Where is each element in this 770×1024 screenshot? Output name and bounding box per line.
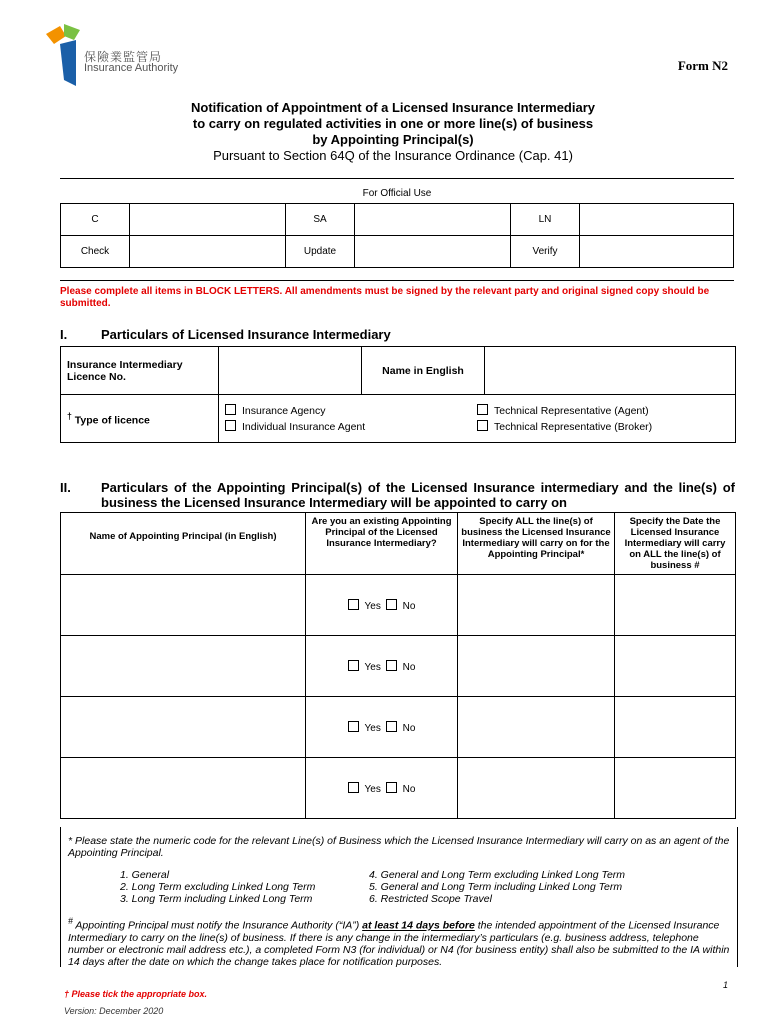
official-label-ln: LN: [511, 204, 580, 236]
codes-left: [120, 869, 350, 905]
type-of-licence-label: [61, 395, 219, 443]
official-use-heading: For Official Use: [362, 188, 432, 199]
principal-name-field[interactable]: [61, 575, 306, 636]
official-field-verify[interactable]: [580, 236, 734, 268]
table-row: [61, 697, 736, 758]
checkbox[interactable]: [477, 404, 488, 415]
hash-mark: #: [68, 916, 73, 926]
principal-name-field[interactable]: [61, 636, 306, 697]
official-use-table: [60, 203, 734, 268]
logo-english-name: Insurance Authority: [84, 62, 179, 74]
existing-choice: Yes No: [306, 758, 458, 819]
section-1-title: Particulars of Licensed Insurance Intermediary: [101, 327, 391, 342]
code-item: 5. General and Long Term including Linked Long Term: [369, 881, 623, 893]
licence-type-options: [219, 395, 736, 443]
star-note-text: Please state the numeric code for the relevant Line(s) of Business which the Licensed Insurance Intermediary will carry on as an agent of the Appointing Principal.: [68, 835, 730, 859]
no-checkbox[interactable]: [386, 782, 397, 793]
divider: [60, 280, 734, 281]
code-item: 2. Long Term excluding Linked Long Term: [120, 881, 316, 893]
hash-note-b: the intended appointment of the Licensed Insurance Intermediary to carry on the line(s) of business. If there is any change in the intermediary’s particulars (e.g. business address, telephone number or electronic mail address etc.), a completed Form N3 (for individual) or N4 (for business entity) shall also be submitted to the IA within 14 days after the date on which the change takes place for notification purposes.: [68, 919, 730, 968]
yes-checkbox[interactable]: [348, 782, 359, 793]
yes-checkbox[interactable]: [348, 660, 359, 671]
official-field-ln[interactable]: [580, 204, 734, 236]
section-1-number: I.: [60, 327, 68, 342]
code-item: 1. General: [120, 869, 170, 881]
form-title-line-1: Notification of Appointment of a Licensed Insurance Intermediary: [190, 100, 595, 115]
existing-choice: Yes No: [306, 575, 458, 636]
date-field[interactable]: [615, 575, 736, 636]
dagger-mark: †: [67, 410, 72, 421]
principal-name-field[interactable]: [61, 758, 306, 819]
lines-of-business-field[interactable]: [458, 636, 615, 697]
table-row: [61, 758, 736, 819]
page-number: 1: [723, 980, 729, 990]
official-label-update: Update: [286, 236, 355, 268]
official-label-c: C: [61, 204, 130, 236]
form-title-line-2: to carry on regulated activities in one or more line(s) of business: [192, 116, 594, 131]
table-row: [61, 636, 736, 697]
official-field-check[interactable]: [130, 236, 286, 268]
appointing-principal-table: [60, 512, 736, 819]
existing-choice: Yes No: [306, 697, 458, 758]
licence-no-label: Insurance Intermediary Licence No.: [61, 347, 219, 395]
no-checkbox[interactable]: [386, 660, 397, 671]
hash-note: [68, 915, 732, 968]
principal-name-field[interactable]: [61, 697, 306, 758]
existing-choice: Yes No: [306, 636, 458, 697]
tick-note: † Please tick the appropriate box.: [64, 989, 208, 999]
header-principal-name: Name of Appointing Principal (in English): [61, 513, 306, 575]
checkbox[interactable]: [477, 420, 488, 431]
lines-of-business-field[interactable]: [458, 758, 615, 819]
name-in-english-label: Name in English: [362, 347, 485, 395]
name-in-english-field[interactable]: [485, 347, 736, 395]
intermediary-particulars-table: [60, 346, 736, 443]
yes-checkbox[interactable]: [348, 721, 359, 732]
lines-of-business-field[interactable]: [458, 575, 615, 636]
codes-right: [369, 869, 699, 905]
official-label-sa: SA: [286, 204, 355, 236]
official-label-check: Check: [61, 236, 130, 268]
licence-no-field[interactable]: [219, 347, 362, 395]
official-field-c[interactable]: [130, 204, 286, 236]
divider: [60, 178, 734, 179]
date-field[interactable]: [615, 636, 736, 697]
hash-note-emphasis: at least 14 days before: [362, 919, 475, 932]
checkbox[interactable]: [225, 404, 236, 415]
code-item: 3. Long Term including Linked Long Term: [120, 893, 313, 905]
block-letters-warning: Please complete all items in BLOCK LETTERS. All amendments must be signed by the relevant party and original signed copy should be submitted.: [60, 286, 710, 309]
header-lines-of-business: Specify ALL the line(s) of business the Licensed Insurance Intermediary will carry on for the Appointing Principal*: [458, 513, 615, 575]
date-field[interactable]: [615, 758, 736, 819]
table-row: [61, 575, 736, 636]
code-item: 4. General and Long Term excluding Linked Long Term: [369, 869, 626, 881]
star-mark: *: [68, 835, 73, 847]
form-title-line-3: by Appointing Principal(s): [312, 132, 474, 147]
official-label-verify: Verify: [511, 236, 580, 268]
header-date: Specify the Date the Licensed Insurance Intermediary will carry on ALL the line(s) of business #: [615, 513, 736, 575]
header-existing-principal: Are you an existing Appointing Principal of the Licensed Insurance Intermediary?: [306, 513, 458, 575]
option-tech-rep-broker[interactable]: Technical Representative (Broker): [477, 420, 652, 433]
section-2-number: II.: [60, 480, 71, 495]
logo-chinese-name: 保險業監管局: [84, 50, 163, 64]
form-number: Form N2: [677, 58, 728, 73]
section-2-title: Particulars of the Appointing Principal(s) of the Licensed Insurance intermediary and the line(s) of business the Licensed Insurance Intermediary will be appointed to carry on: [101, 480, 735, 510]
star-note: [68, 835, 730, 859]
hash-note-a: Appointing Principal must notify the Insurance Authority (“IA”): [75, 919, 360, 932]
lines-of-business-field[interactable]: [458, 697, 615, 758]
official-field-update[interactable]: [355, 236, 511, 268]
option-insurance-agency[interactable]: Insurance Agency: [225, 404, 325, 417]
official-field-sa[interactable]: [355, 204, 511, 236]
code-item: 6. Restricted Scope Travel: [369, 893, 492, 905]
no-checkbox[interactable]: [386, 599, 397, 610]
no-checkbox[interactable]: [386, 721, 397, 732]
option-tech-rep-agent[interactable]: Technical Representative (Agent): [477, 404, 649, 417]
checkbox[interactable]: [225, 420, 236, 431]
yes-checkbox[interactable]: [348, 599, 359, 610]
form-subtitle: Pursuant to Section 64Q of the Insurance Ordinance (Cap. 41): [213, 148, 573, 163]
option-individual-insurance-agent[interactable]: Individual Insurance Agent: [225, 420, 365, 433]
version-note: Version: December 2020: [64, 1006, 164, 1016]
date-field[interactable]: [615, 697, 736, 758]
type-of-licence-text: Type of licence: [74, 414, 150, 427]
